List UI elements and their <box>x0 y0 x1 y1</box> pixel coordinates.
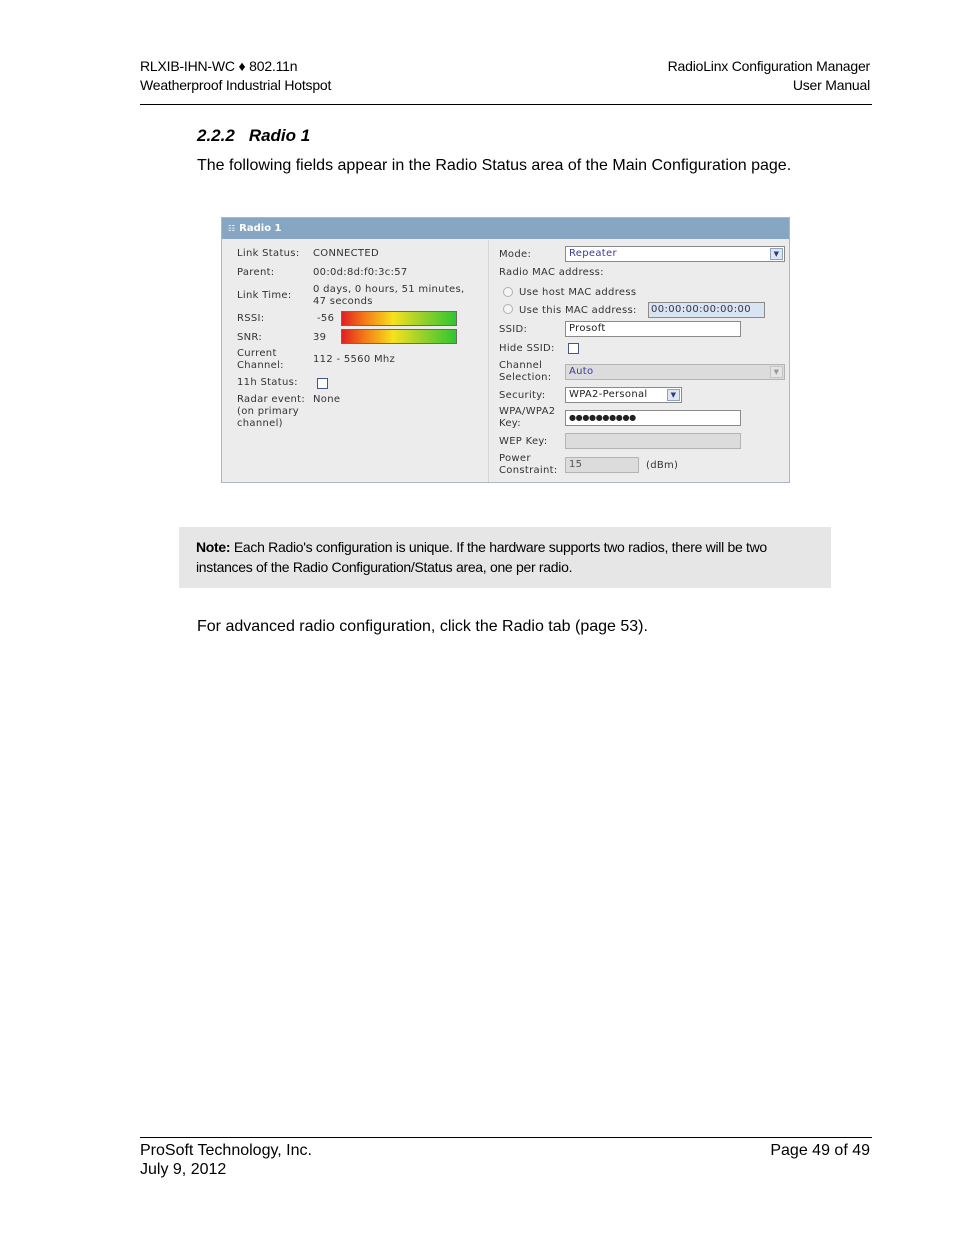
chevron-down-icon[interactable]: ▼ <box>667 389 680 401</box>
power-constraint-unit: (dBm) <box>646 460 679 471</box>
chevron-down-icon[interactable]: ▼ <box>770 366 783 378</box>
h11-status-checkbox[interactable] <box>317 378 328 389</box>
snr-signal-bar <box>341 329 457 344</box>
wpa-key-label <box>499 406 555 430</box>
power-constraint-label <box>499 453 558 477</box>
footer-page-number: Page 49 of 49 <box>770 1142 870 1159</box>
use-host-mac-radio[interactable] <box>503 287 513 297</box>
security-value: WPA2-Personal <box>569 389 648 400</box>
mode-label: Mode: <box>499 249 532 260</box>
use-host-mac-label: Use host MAC address <box>519 287 637 298</box>
link-status-label: Link Status: <box>237 248 300 259</box>
advanced-config-text: For advanced radio configuration, click the Radio tab (page 53). <box>197 618 648 635</box>
ssid-label: SSID: <box>499 324 528 335</box>
section-heading <box>197 126 310 146</box>
channel-selection-label <box>499 360 551 384</box>
link-time-value <box>313 284 464 308</box>
rssi-value: -56 <box>317 313 335 324</box>
channel-selection-label-line1: Channel <box>499 360 543 371</box>
wpa-key-input[interactable]: ●●●●●●●●●● <box>565 410 741 426</box>
panel-title: Radio 1 <box>239 223 282 234</box>
link-time-value-line1: 0 days, 0 hours, 51 minutes, <box>313 284 465 295</box>
note-label: Note: <box>196 539 231 555</box>
page-header <box>140 57 872 105</box>
rssi-signal-bar <box>341 311 457 326</box>
panel-header <box>222 218 789 239</box>
wpa-key-label-line1: WPA/WPA2 <box>499 406 556 417</box>
footer-company: ProSoft Technology, Inc. <box>140 1142 312 1159</box>
h11-status-label: 11h Status: <box>237 377 298 388</box>
grip-icon: ☷ <box>228 224 236 233</box>
header-left <box>140 57 331 95</box>
rssi-label: RSSI: <box>237 313 265 324</box>
hide-ssid-label: Hide SSID: <box>499 343 555 354</box>
header-manual-name: RadioLinx Configuration Manager <box>667 58 870 74</box>
note-text <box>196 537 816 577</box>
security-label: Security: <box>499 390 546 401</box>
snr-label: SNR: <box>237 332 263 343</box>
parent-value: 00:0d:8d:f0:3c:57 <box>313 267 408 278</box>
radar-event-label <box>237 394 305 430</box>
radio-status-panel <box>221 217 790 483</box>
radar-event-value: None <box>313 394 341 405</box>
page-footer <box>140 1137 872 1178</box>
mode-select[interactable] <box>565 246 785 262</box>
security-select[interactable] <box>565 387 682 403</box>
header-right <box>668 57 870 95</box>
power-constraint-label-line1: Power <box>499 453 531 464</box>
header-product: RLXIB-IHN-WC ♦ 802.11n <box>140 58 298 74</box>
mode-select-value: Repeater <box>569 248 617 259</box>
header-manual-type: User Manual <box>792 77 870 93</box>
link-status-value: CONNECTED <box>313 248 379 259</box>
note-box <box>179 527 831 588</box>
use-this-mac-radio[interactable] <box>503 304 513 314</box>
channel-selection-value: Auto <box>569 366 594 377</box>
radar-event-label-line1: Radar event: <box>237 394 306 405</box>
section-number: 2.2.2 <box>197 126 235 145</box>
wpa-key-label-line2: Key: <box>499 418 521 429</box>
link-time-label: Link Time: <box>237 290 292 301</box>
current-channel-label <box>237 348 284 372</box>
current-channel-value: 112 - 5560 Mhz <box>313 354 396 365</box>
section-title: Radio 1 <box>248 126 311 145</box>
parent-label: Parent: <box>237 267 275 278</box>
current-channel-label-line1: Current <box>237 348 277 359</box>
channel-selection-select[interactable] <box>565 364 785 380</box>
radio-mac-label: Radio MAC address: <box>499 267 604 278</box>
section-intro: The following fields appear in the Radio Status area of the Main Configuration page. <box>197 157 792 174</box>
mac-address-input[interactable]: 00:00:00:00:00:00 <box>648 302 765 318</box>
ssid-input[interactable]: Prosoft <box>565 321 741 337</box>
hide-ssid-checkbox[interactable] <box>568 343 579 354</box>
footer-left <box>140 1141 312 1179</box>
current-channel-label-line2: Channel: <box>237 360 284 371</box>
power-constraint-input[interactable]: 15 <box>565 457 639 473</box>
wep-key-input[interactable] <box>565 433 741 449</box>
wep-key-label: WEP Key: <box>499 436 548 447</box>
channel-selection-label-line2: Selection: <box>499 372 552 383</box>
header-product-desc: Weatherproof Industrial Hotspot <box>140 77 332 93</box>
snr-value: 39 <box>313 332 327 343</box>
link-time-value-line2: 47 seconds <box>313 296 373 307</box>
panel-divider <box>488 240 489 482</box>
footer-date: July 9, 2012 <box>140 1161 227 1178</box>
note-body: Each Radio's configuration is unique. If the hardware supports two radios, there will be two instances of the Radio Configuration/Status area, one per radio. <box>196 539 767 575</box>
power-constraint-label-line2: Constraint: <box>499 465 558 476</box>
use-this-mac-label: Use this MAC address: <box>519 305 637 316</box>
chevron-down-icon[interactable]: ▼ <box>770 248 783 260</box>
radar-event-label-line3: channel) <box>237 418 283 429</box>
radar-event-label-line2: (on primary <box>237 406 299 417</box>
